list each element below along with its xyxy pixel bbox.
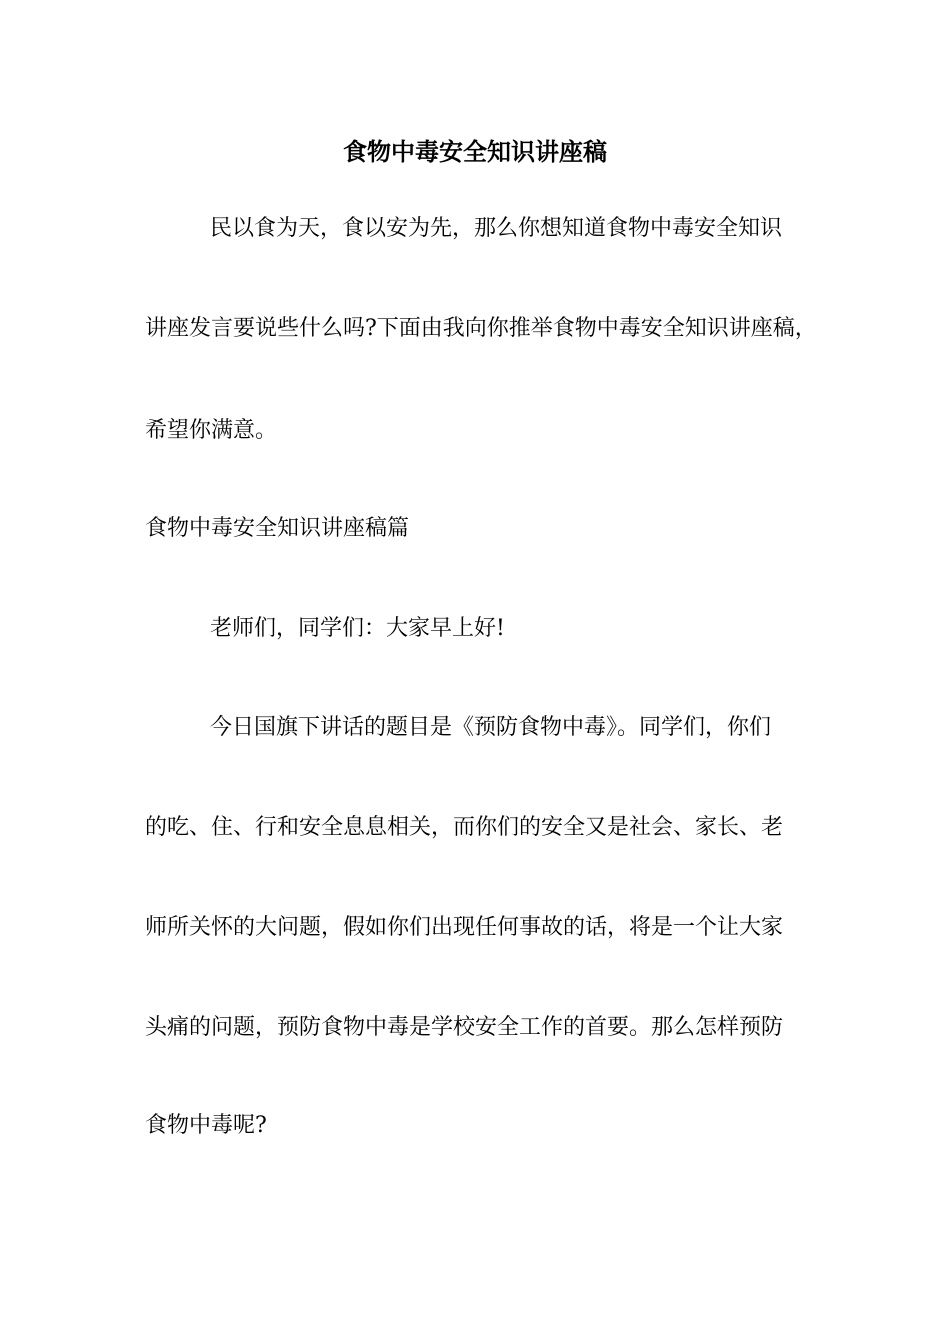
paragraph-line: 民以食为天，食以安为先，那么你想知道食物中毒安全知识 [210, 216, 783, 241]
greeting-line: 老师们，同学们：大家早上好! [210, 616, 505, 641]
paragraph-line: 头痛的问题，预防食物中毒是学校安全工作的首要。那么怎样预防 [145, 1015, 784, 1040]
section-heading: 食物中毒安全知识讲座稿篇 [145, 516, 410, 541]
document-title: 食物中毒安全知识讲座稿 [343, 137, 607, 166]
paragraph-line: 师所关怀的大问题，假如你们出现任何事故的话，将是一个让大家 [145, 915, 784, 940]
paragraph-line: 今日国旗下讲话的题目是《预防食物中毒》。同学们，你们 [210, 715, 772, 740]
paragraph-line: 希望你满意。 [145, 418, 278, 443]
paragraph-line: 食物中毒呢? [145, 1113, 267, 1138]
paragraph-line: 的吃、住、行和安全息息相关，而你们的安全又是社会、家长、老 [145, 815, 784, 840]
paragraph-line: 讲座发言要说些什么吗?下面由我向你推举食物中毒安全知识讲座稿， [145, 316, 817, 341]
